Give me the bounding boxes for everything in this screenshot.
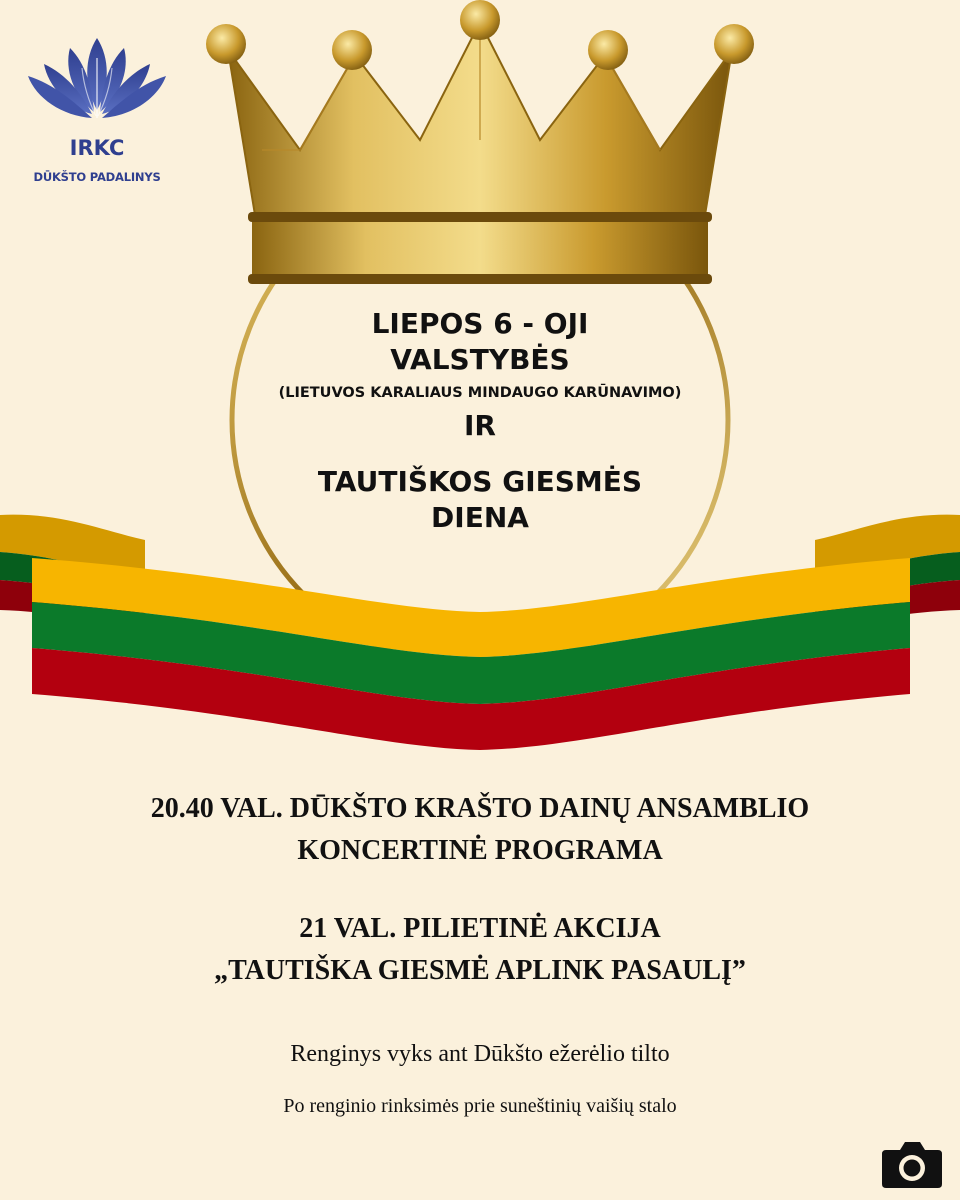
program-line-1: 20.40 VAL. DŪKŠTO KRAŠTO DAINŲ ANSAMBLIO — [150, 793, 810, 824]
headline — [230, 306, 730, 536]
concert-program-text — [60, 788, 900, 872]
action-line-1: 21 VAL. PILIETINĖ AKCIJA — [299, 913, 661, 944]
logo-name: IRKC — [69, 136, 125, 160]
location-text: Renginys vyks ant Dūkšto ežerėlio tilto — [290, 1041, 670, 1067]
action-line-2: „TAUTIŠKA GIESMĖ APLINK PASAULĮ” — [214, 955, 746, 986]
headline-line-4: TAUTIŠKOS GIESMĖS — [317, 465, 643, 498]
civic-action-text — [60, 908, 900, 992]
headline-line-1: LIEPOS 6 - OJI — [371, 307, 589, 340]
refreshments-text: Po renginio rinksimės prie suneštinių vaišių stalo — [283, 1095, 677, 1117]
program-line-2: KONCERTINĖ PROGRAMA — [297, 835, 663, 866]
headline-line-5: DIENA — [431, 501, 529, 534]
headline-line-3: IR — [464, 409, 496, 442]
headline-line-2: VALSTYBĖS — [390, 343, 570, 376]
crown-icon — [206, 0, 754, 284]
headline-note: (LIETUVOS KARALIAUS MINDAUGO KARŪNAVIMO) — [278, 385, 682, 401]
camera-icon[interactable] — [880, 1138, 944, 1190]
logo-subtitle: DŪKŠTO PADALINYS — [33, 170, 161, 184]
lithuanian-flag-ribbon — [32, 558, 910, 750]
